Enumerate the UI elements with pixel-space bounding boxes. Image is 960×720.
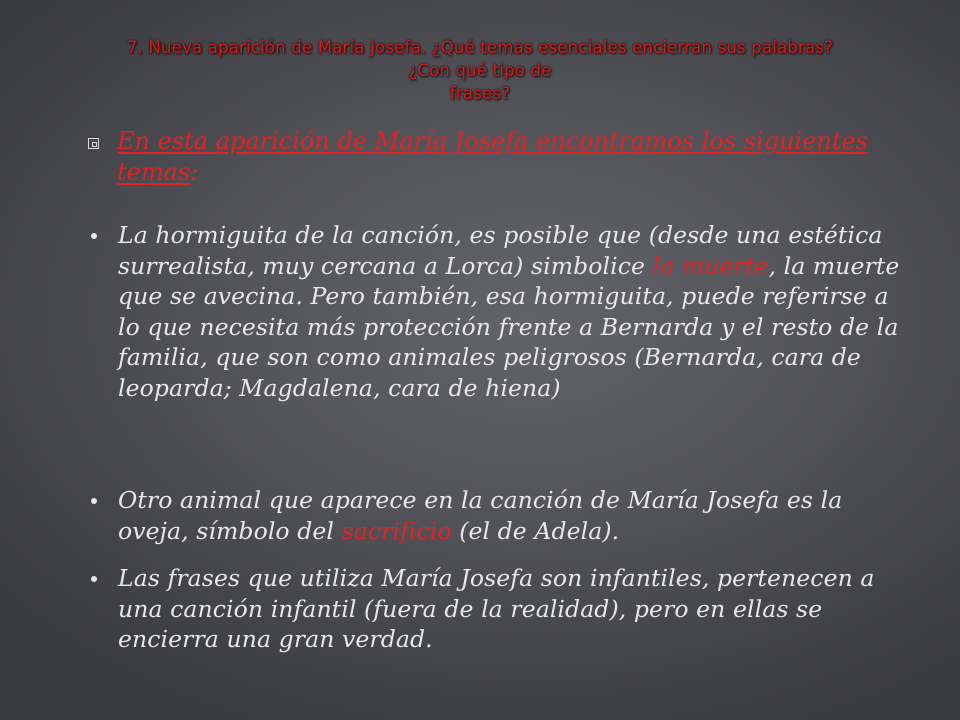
bullet-dot-icon: [91, 233, 97, 239]
square-target-icon: [88, 138, 99, 149]
bullet-text: [118, 220, 908, 403]
bullet-text-part1: La hormiguita de la canción, es posible que (desde una estética surrealista, muy cercana a Lorca) simbolice: [118, 221, 883, 280]
bullet-item-oveja: [88, 485, 908, 546]
bullet-text-part1: Otro animal que aparece en la canción de María Josefa es la oveja, símbolo del: [118, 486, 843, 545]
slide-title: [60, 36, 900, 105]
bullet-text: [118, 563, 908, 655]
intro-underlined-text: En esta aparición de María Josefa encontramos los siguientes temas: [117, 127, 869, 186]
bullet-text-part1: Las frases que utiliza María Josefa son infantiles, pertenecen a una canción infantil (fuera de la realidad), pero en ellas se encierra una gran verdad.: [118, 564, 875, 653]
bullet-text: [118, 485, 908, 546]
bullet-item-frases: [88, 563, 908, 655]
bullet-item-hormiguita: [88, 220, 908, 403]
intro-suffix: :: [190, 158, 199, 186]
bullet-highlight-la-muerte: la muerte: [652, 251, 769, 280]
title-line-1: 7. Nueva aparición de María Josefa. ¿Qué temas esenciales encierran sus palabras?: [126, 38, 834, 57]
bullet-dot-icon: [91, 576, 97, 582]
bullet-dot-icon: [91, 498, 97, 504]
title-line-3: frases?: [449, 84, 511, 103]
title-line-2: ¿Con qué tipo de: [408, 61, 552, 80]
bullet-text-part2: , la muerte que se avecina. Pero también, esa hormiguita, puede referirse a lo que necesita más protección frente a Bernarda y el resto de la familia, que son como animales peligrosos (Bernarda, cara de leoparda; Magdalena, cara de hiena): [118, 251, 900, 402]
bullet-text-part2: (el de Adela).: [451, 516, 620, 545]
intro-text: [117, 126, 908, 188]
intro-paragraph: [88, 126, 908, 188]
bullet-highlight-sacrificio: sacrificio: [341, 516, 452, 545]
